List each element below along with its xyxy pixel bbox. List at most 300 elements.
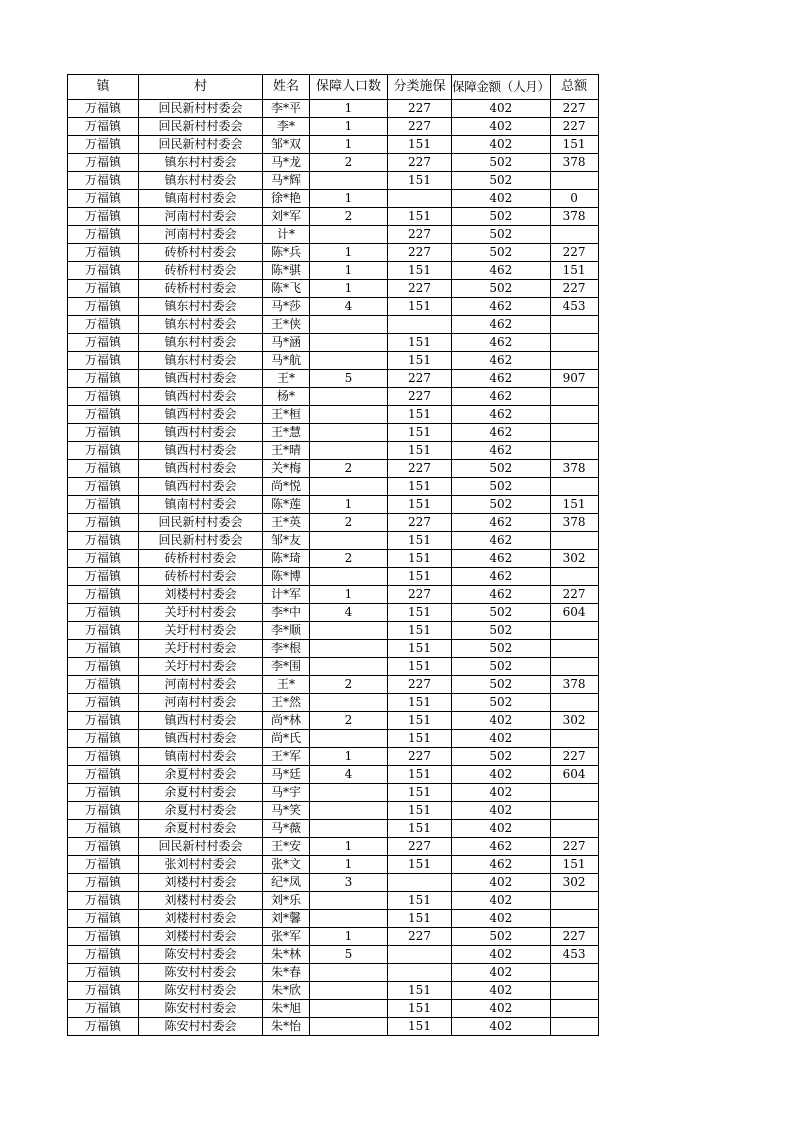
cell-amount: 462 <box>452 406 551 424</box>
cell-village: 张刘村村委会 <box>139 856 263 874</box>
cell-amount: 402 <box>452 1000 551 1018</box>
cell-amount: 502 <box>452 496 551 514</box>
cell-category: 227 <box>388 748 452 766</box>
cell-name: 王*军 <box>263 748 310 766</box>
cell-category: 151 <box>388 802 452 820</box>
cell-total: 378 <box>550 676 598 694</box>
cell-total: 151 <box>550 496 598 514</box>
cell-total: 604 <box>550 766 598 784</box>
cell-total: 378 <box>550 208 598 226</box>
cell-village: 回民新村村委会 <box>139 838 263 856</box>
cell-amount: 502 <box>452 622 551 640</box>
cell-population: 3 <box>310 874 388 892</box>
cell-amount: 402 <box>452 910 551 928</box>
cell-total <box>550 334 598 352</box>
cell-village: 镇南村村委会 <box>139 190 263 208</box>
cell-total <box>550 982 598 1000</box>
cell-village: 镇东村村委会 <box>139 172 263 190</box>
cell-total: 227 <box>550 838 598 856</box>
cell-category: 151 <box>388 424 452 442</box>
cell-town: 万福镇 <box>68 280 139 298</box>
cell-name: 张*文 <box>263 856 310 874</box>
table-row <box>68 856 599 874</box>
cell-name: 马*笑 <box>263 802 310 820</box>
cell-total: 453 <box>550 298 598 316</box>
cell-category: 151 <box>388 730 452 748</box>
cell-name: 马*涵 <box>263 334 310 352</box>
cell-town: 万福镇 <box>68 190 139 208</box>
cell-population: 1 <box>310 748 388 766</box>
cell-total: 227 <box>550 280 598 298</box>
cell-population <box>310 532 388 550</box>
cell-village: 陈安村村委会 <box>139 1000 263 1018</box>
cell-amount: 402 <box>452 946 551 964</box>
cell-village: 砖桥村村委会 <box>139 550 263 568</box>
table-row <box>68 910 599 928</box>
cell-village: 刘楼村村委会 <box>139 586 263 604</box>
cell-population <box>310 406 388 424</box>
cell-amount: 462 <box>452 442 551 460</box>
cell-population <box>310 1000 388 1018</box>
cell-village: 镇西村村委会 <box>139 442 263 460</box>
cell-name: 陈*琦 <box>263 550 310 568</box>
header-town: 镇 <box>68 75 139 100</box>
cell-total: 378 <box>550 154 598 172</box>
cell-name: 计*军 <box>263 586 310 604</box>
cell-category: 227 <box>388 838 452 856</box>
cell-name: 王* <box>263 676 310 694</box>
cell-name: 马*莎 <box>263 298 310 316</box>
cell-town: 万福镇 <box>68 208 139 226</box>
cell-population: 1 <box>310 190 388 208</box>
cell-amount: 502 <box>452 478 551 496</box>
cell-town: 万福镇 <box>68 820 139 838</box>
cell-total <box>550 820 598 838</box>
cell-category: 227 <box>388 118 452 136</box>
cell-town: 万福镇 <box>68 532 139 550</box>
cell-category: 151 <box>388 298 452 316</box>
cell-village: 回民新村村委会 <box>139 136 263 154</box>
header-amount: 保障金额（人月） <box>452 75 551 100</box>
cell-category: 151 <box>388 604 452 622</box>
cell-category: 151 <box>388 640 452 658</box>
cell-name: 马*廷 <box>263 766 310 784</box>
table-row <box>68 820 599 838</box>
cell-total <box>550 622 598 640</box>
cell-name: 朱*怡 <box>263 1018 310 1036</box>
cell-population: 4 <box>310 298 388 316</box>
cell-category: 227 <box>388 154 452 172</box>
cell-village: 河南村村委会 <box>139 694 263 712</box>
cell-total <box>550 802 598 820</box>
cell-name: 杨* <box>263 388 310 406</box>
table-row <box>68 838 599 856</box>
cell-village: 关圩村村委会 <box>139 640 263 658</box>
cell-amount: 502 <box>452 928 551 946</box>
cell-name: 马*龙 <box>263 154 310 172</box>
table-row <box>68 964 599 982</box>
cell-amount: 462 <box>452 532 551 550</box>
cell-amount: 402 <box>452 766 551 784</box>
cell-name: 陈*博 <box>263 568 310 586</box>
cell-town: 万福镇 <box>68 946 139 964</box>
cell-village: 关圩村村委会 <box>139 622 263 640</box>
cell-town: 万福镇 <box>68 748 139 766</box>
cell-amount: 502 <box>452 604 551 622</box>
cell-total <box>550 640 598 658</box>
cell-village: 河南村村委会 <box>139 226 263 244</box>
table-row <box>68 190 599 208</box>
cell-population: 1 <box>310 136 388 154</box>
cell-amount: 462 <box>452 370 551 388</box>
table-row <box>68 604 599 622</box>
cell-total <box>550 172 598 190</box>
cell-total <box>550 910 598 928</box>
cell-category: 151 <box>388 172 452 190</box>
cell-amount: 462 <box>452 568 551 586</box>
cell-name: 朱*欣 <box>263 982 310 1000</box>
cell-category: 227 <box>388 244 452 262</box>
cell-category: 151 <box>388 820 452 838</box>
cell-population: 1 <box>310 118 388 136</box>
cell-amount: 402 <box>452 892 551 910</box>
cell-total <box>550 478 598 496</box>
cell-amount: 402 <box>452 190 551 208</box>
cell-amount: 402 <box>452 802 551 820</box>
cell-population <box>310 442 388 460</box>
cell-town: 万福镇 <box>68 118 139 136</box>
cell-category: 151 <box>388 784 452 802</box>
cell-amount: 402 <box>452 730 551 748</box>
cell-town: 万福镇 <box>68 496 139 514</box>
table-row <box>68 748 599 766</box>
cell-village: 砖桥村村委会 <box>139 568 263 586</box>
cell-town: 万福镇 <box>68 730 139 748</box>
cell-category: 151 <box>388 892 452 910</box>
cell-population: 4 <box>310 766 388 784</box>
cell-total: 604 <box>550 604 598 622</box>
cell-amount: 502 <box>452 676 551 694</box>
cell-village: 回民新村村委会 <box>139 100 263 118</box>
cell-town: 万福镇 <box>68 226 139 244</box>
cell-village: 关圩村村委会 <box>139 658 263 676</box>
cell-village: 回民新村村委会 <box>139 532 263 550</box>
cell-village: 关圩村村委会 <box>139 604 263 622</box>
cell-town: 万福镇 <box>68 442 139 460</box>
cell-amount: 462 <box>452 856 551 874</box>
table-row <box>68 586 599 604</box>
cell-population: 1 <box>310 244 388 262</box>
cell-category: 227 <box>388 676 452 694</box>
cell-village: 镇东村村委会 <box>139 154 263 172</box>
cell-name: 尚*林 <box>263 712 310 730</box>
cell-town: 万福镇 <box>68 262 139 280</box>
table-row <box>68 1000 599 1018</box>
table-row <box>68 352 599 370</box>
cell-amount: 502 <box>452 280 551 298</box>
cell-total: 227 <box>550 586 598 604</box>
cell-village: 砖桥村村委会 <box>139 262 263 280</box>
cell-village: 余夏村村委会 <box>139 784 263 802</box>
cell-town: 万福镇 <box>68 928 139 946</box>
cell-amount: 502 <box>452 658 551 676</box>
cell-category: 227 <box>388 226 452 244</box>
table-row <box>68 676 599 694</box>
cell-name: 张*军 <box>263 928 310 946</box>
table-row <box>68 280 599 298</box>
cell-total: 378 <box>550 460 598 478</box>
cell-town: 万福镇 <box>68 874 139 892</box>
cell-population: 4 <box>310 604 388 622</box>
cell-village: 镇西村村委会 <box>139 460 263 478</box>
cell-town: 万福镇 <box>68 370 139 388</box>
table-row <box>68 694 599 712</box>
cell-amount: 462 <box>452 586 551 604</box>
cell-town: 万福镇 <box>68 1000 139 1018</box>
table-row <box>68 784 599 802</box>
cell-population: 1 <box>310 586 388 604</box>
cell-category: 151 <box>388 568 452 586</box>
cell-category: 227 <box>388 280 452 298</box>
cell-village: 镇西村村委会 <box>139 388 263 406</box>
table-row <box>68 874 599 892</box>
cell-name: 尚*氏 <box>263 730 310 748</box>
cell-town: 万福镇 <box>68 244 139 262</box>
cell-village: 砖桥村村委会 <box>139 280 263 298</box>
cell-town: 万福镇 <box>68 964 139 982</box>
cell-amount: 502 <box>452 226 551 244</box>
cell-amount: 502 <box>452 460 551 478</box>
cell-category: 151 <box>388 532 452 550</box>
cell-town: 万福镇 <box>68 766 139 784</box>
cell-population <box>310 964 388 982</box>
cell-village: 河南村村委会 <box>139 676 263 694</box>
cell-amount: 462 <box>452 424 551 442</box>
cell-total <box>550 658 598 676</box>
cell-population <box>310 658 388 676</box>
cell-category: 151 <box>388 910 452 928</box>
cell-name: 朱*旭 <box>263 1000 310 1018</box>
cell-total: 151 <box>550 136 598 154</box>
cell-population: 2 <box>310 460 388 478</box>
cell-village: 余夏村村委会 <box>139 820 263 838</box>
table-row <box>68 388 599 406</box>
cell-amount: 402 <box>452 874 551 892</box>
cell-amount: 462 <box>452 298 551 316</box>
table-row <box>68 496 599 514</box>
cell-name: 马*宇 <box>263 784 310 802</box>
cell-village: 回民新村村委会 <box>139 118 263 136</box>
cell-total <box>550 1000 598 1018</box>
header-population: 保障人口数 <box>310 75 388 100</box>
cell-town: 万福镇 <box>68 316 139 334</box>
cell-total <box>550 568 598 586</box>
cell-name: 朱*林 <box>263 946 310 964</box>
cell-category: 151 <box>388 208 452 226</box>
table-row <box>68 334 599 352</box>
cell-population <box>310 1018 388 1036</box>
cell-name: 李*顺 <box>263 622 310 640</box>
cell-town: 万福镇 <box>68 802 139 820</box>
table-row <box>68 568 599 586</box>
cell-town: 万福镇 <box>68 658 139 676</box>
cell-name: 王*英 <box>263 514 310 532</box>
cell-village: 刘楼村村委会 <box>139 928 263 946</box>
cell-category: 227 <box>388 370 452 388</box>
cell-name: 尚*悦 <box>263 478 310 496</box>
cell-town: 万福镇 <box>68 622 139 640</box>
cell-total <box>550 892 598 910</box>
cell-population <box>310 784 388 802</box>
cell-total <box>550 964 598 982</box>
cell-amount: 402 <box>452 712 551 730</box>
table-row <box>68 406 599 424</box>
cell-town: 万福镇 <box>68 568 139 586</box>
cell-population: 5 <box>310 370 388 388</box>
cell-population <box>310 316 388 334</box>
cell-amount: 402 <box>452 100 551 118</box>
cell-category: 227 <box>388 928 452 946</box>
table-row <box>68 514 599 532</box>
cell-town: 万福镇 <box>68 100 139 118</box>
table-row <box>68 622 599 640</box>
cell-amount: 402 <box>452 964 551 982</box>
cell-population: 1 <box>310 262 388 280</box>
cell-name: 纪*凤 <box>263 874 310 892</box>
cell-village: 镇西村村委会 <box>139 424 263 442</box>
cell-name: 王*侠 <box>263 316 310 334</box>
cell-amount: 502 <box>452 154 551 172</box>
cell-category: 227 <box>388 460 452 478</box>
cell-name: 王*安 <box>263 838 310 856</box>
cell-population: 2 <box>310 676 388 694</box>
cell-category: 151 <box>388 334 452 352</box>
cell-name: 刘*馨 <box>263 910 310 928</box>
cell-name: 王*然 <box>263 694 310 712</box>
cell-total: 227 <box>550 928 598 946</box>
cell-amount: 462 <box>452 550 551 568</box>
cell-population <box>310 622 388 640</box>
cell-population: 5 <box>310 946 388 964</box>
cell-category: 151 <box>388 712 452 730</box>
cell-amount: 502 <box>452 748 551 766</box>
cell-name: 刘*乐 <box>263 892 310 910</box>
cell-town: 万福镇 <box>68 838 139 856</box>
cell-category: 151 <box>388 550 452 568</box>
cell-town: 万福镇 <box>68 298 139 316</box>
header-category: 分类施保 <box>388 75 452 100</box>
cell-population <box>310 388 388 406</box>
cell-category: 227 <box>388 514 452 532</box>
cell-population <box>310 640 388 658</box>
cell-total: 302 <box>550 550 598 568</box>
cell-village: 砖桥村村委会 <box>139 244 263 262</box>
cell-town: 万福镇 <box>68 694 139 712</box>
table-row <box>68 442 599 460</box>
cell-amount: 462 <box>452 838 551 856</box>
cell-town: 万福镇 <box>68 856 139 874</box>
cell-population <box>310 892 388 910</box>
cell-name: 李*平 <box>263 100 310 118</box>
cell-amount: 462 <box>452 262 551 280</box>
cell-total <box>550 532 598 550</box>
table-row <box>68 262 599 280</box>
cell-village: 余夏村村委会 <box>139 802 263 820</box>
cell-population <box>310 730 388 748</box>
cell-total <box>550 388 598 406</box>
header-name: 姓名 <box>263 75 310 100</box>
cell-village: 河南村村委会 <box>139 208 263 226</box>
cell-category: 151 <box>388 1018 452 1036</box>
cell-name: 马*航 <box>263 352 310 370</box>
cell-town: 万福镇 <box>68 910 139 928</box>
table-row <box>68 658 599 676</box>
cell-total <box>550 694 598 712</box>
table-row <box>68 370 599 388</box>
cell-total: 453 <box>550 946 598 964</box>
cell-category <box>388 874 452 892</box>
cell-village: 镇南村村委会 <box>139 748 263 766</box>
cell-population: 2 <box>310 208 388 226</box>
cell-total: 151 <box>550 856 598 874</box>
cell-category: 151 <box>388 406 452 424</box>
cell-name: 李*根 <box>263 640 310 658</box>
cell-population <box>310 424 388 442</box>
cell-town: 万福镇 <box>68 712 139 730</box>
cell-village: 陈安村村委会 <box>139 946 263 964</box>
cell-village: 刘楼村村委会 <box>139 910 263 928</box>
cell-population <box>310 172 388 190</box>
table-body <box>68 100 599 1036</box>
cell-name: 王*晴 <box>263 442 310 460</box>
cell-village: 刘楼村村委会 <box>139 892 263 910</box>
cell-total: 907 <box>550 370 598 388</box>
cell-category <box>388 964 452 982</box>
table-row <box>68 136 599 154</box>
cell-name: 计* <box>263 226 310 244</box>
cell-amount: 502 <box>452 694 551 712</box>
cell-name: 李*中 <box>263 604 310 622</box>
table-row <box>68 478 599 496</box>
welfare-table <box>67 74 599 1036</box>
cell-total: 302 <box>550 874 598 892</box>
table-row <box>68 550 599 568</box>
cell-total <box>550 784 598 802</box>
cell-town: 万福镇 <box>68 424 139 442</box>
cell-total: 227 <box>550 118 598 136</box>
cell-category: 151 <box>388 442 452 460</box>
table-row <box>68 244 599 262</box>
table-row <box>68 982 599 1000</box>
cell-town: 万福镇 <box>68 136 139 154</box>
table-row <box>68 640 599 658</box>
cell-name: 王*慧 <box>263 424 310 442</box>
cell-category: 151 <box>388 136 452 154</box>
cell-amount: 462 <box>452 388 551 406</box>
table-row <box>68 298 599 316</box>
cell-village: 回民新村村委会 <box>139 514 263 532</box>
cell-total: 151 <box>550 262 598 280</box>
table-row <box>68 316 599 334</box>
cell-village: 陈安村村委会 <box>139 964 263 982</box>
table-row <box>68 532 599 550</box>
cell-population <box>310 226 388 244</box>
cell-town: 万福镇 <box>68 514 139 532</box>
cell-town: 万福镇 <box>68 640 139 658</box>
cell-town: 万福镇 <box>68 460 139 478</box>
cell-population <box>310 910 388 928</box>
cell-population <box>310 334 388 352</box>
